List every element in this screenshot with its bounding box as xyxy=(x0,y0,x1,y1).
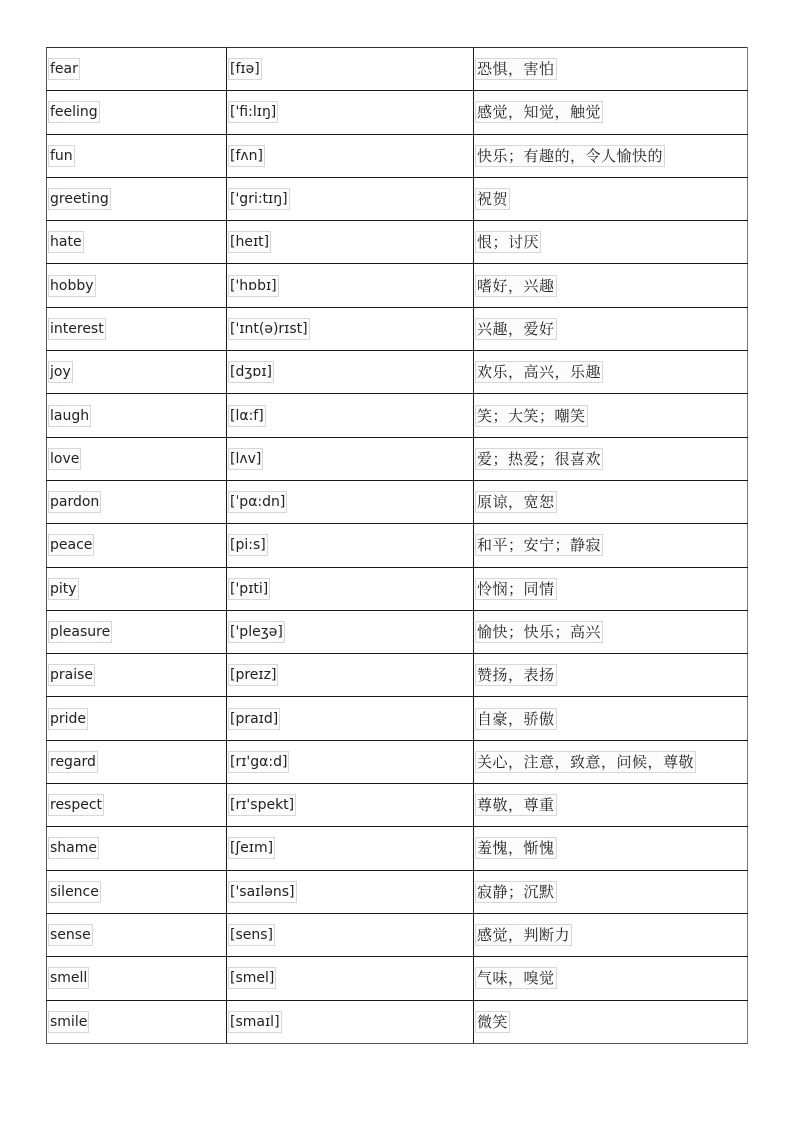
word-text: smell xyxy=(48,967,89,989)
phonetic-cell xyxy=(227,221,474,264)
phonetic-cell xyxy=(227,524,474,567)
word-cell xyxy=(47,221,227,264)
word-text: peace xyxy=(48,534,94,556)
phonetic-cell xyxy=(227,134,474,177)
meaning-text: 兴趣，爱好 xyxy=(477,319,555,338)
meaning-cell xyxy=(474,394,748,437)
word-text: fear xyxy=(48,58,80,80)
phonetic-text: [fʌn] xyxy=(228,145,265,167)
word-cell xyxy=(47,784,227,827)
phonetic-text: [heɪt] xyxy=(228,231,271,253)
table-row xyxy=(47,610,748,653)
meaning-text: 寂静；沉默 xyxy=(477,882,555,901)
word-cell xyxy=(47,91,227,134)
meaning-text: 原谅，宽恕 xyxy=(477,493,555,512)
table-row xyxy=(47,697,748,740)
word-cell xyxy=(47,524,227,567)
meaning-cell xyxy=(474,437,748,480)
meaning-cell xyxy=(474,740,748,783)
vocabulary-table xyxy=(46,47,748,1044)
meaning-cell xyxy=(474,784,748,827)
word-cell xyxy=(47,351,227,394)
word-cell xyxy=(47,654,227,697)
phonetic-text: [lα:f] xyxy=(228,405,266,427)
meaning-text: 怜悯；同情 xyxy=(477,579,555,598)
phonetic-cell xyxy=(227,740,474,783)
meaning-cell xyxy=(474,870,748,913)
table-row xyxy=(47,654,748,697)
word-text: respect xyxy=(48,794,104,816)
word-text: joy xyxy=(48,361,73,383)
meaning-text: 微笑 xyxy=(477,1012,509,1031)
word-text: pardon xyxy=(48,491,101,513)
phonetic-cell xyxy=(227,827,474,870)
meaning-cell xyxy=(474,48,748,91)
table-row xyxy=(47,827,748,870)
word-cell xyxy=(47,177,227,220)
meaning-text: 恐惧，害怕 xyxy=(477,60,555,79)
phonetic-cell xyxy=(227,784,474,827)
table-row xyxy=(47,870,748,913)
word-cell xyxy=(47,610,227,653)
meaning-text: 和平；安宁；静寂 xyxy=(477,536,602,555)
word-cell xyxy=(47,394,227,437)
meaning-text: 感觉，知觉，触觉 xyxy=(477,103,602,122)
vocabulary-table-body xyxy=(47,48,748,1044)
table-row xyxy=(47,957,748,1000)
meaning-text: 笑；大笑；嘲笑 xyxy=(477,406,586,425)
phonetic-text: [smaɪl] xyxy=(228,1011,282,1033)
table-row xyxy=(47,177,748,220)
meaning-text: 爱；热爱；很喜欢 xyxy=(477,449,602,468)
word-cell xyxy=(47,740,227,783)
table-row xyxy=(47,351,748,394)
table-row xyxy=(47,91,748,134)
phonetic-cell xyxy=(227,697,474,740)
meaning-text: 赞扬，表扬 xyxy=(477,666,555,685)
word-cell xyxy=(47,134,227,177)
word-cell xyxy=(47,307,227,350)
phonetic-text: [rɪ'gα:d] xyxy=(228,751,289,773)
phonetic-cell xyxy=(227,394,474,437)
word-text: hobby xyxy=(48,275,96,297)
word-text: praise xyxy=(48,664,95,686)
word-cell xyxy=(47,1000,227,1043)
word-cell xyxy=(47,957,227,1000)
phonetic-text: ['pleʒə] xyxy=(228,621,285,643)
table-row xyxy=(47,134,748,177)
meaning-cell xyxy=(474,134,748,177)
word-text: sense xyxy=(48,924,93,946)
table-row xyxy=(47,221,748,264)
table-row xyxy=(47,567,748,610)
meaning-text: 愉快；快乐；高兴 xyxy=(477,623,602,641)
phonetic-cell xyxy=(227,567,474,610)
phonetic-text: ['gri:tɪŋ] xyxy=(228,188,290,210)
word-cell xyxy=(47,48,227,91)
meaning-cell xyxy=(474,221,748,264)
meaning-text: 感觉，判断力 xyxy=(477,926,571,945)
table-row xyxy=(47,913,748,956)
phonetic-text: [ˈpα:dn] xyxy=(228,491,287,513)
word-cell xyxy=(47,827,227,870)
table-row xyxy=(47,1000,748,1043)
meaning-cell xyxy=(474,913,748,956)
phonetic-cell xyxy=(227,870,474,913)
meaning-cell xyxy=(474,957,748,1000)
meaning-text: 嗜好，兴趣 xyxy=(477,276,555,295)
meaning-text: 羞愧，惭愧 xyxy=(477,839,555,858)
table-row xyxy=(47,394,748,437)
meaning-cell xyxy=(474,827,748,870)
table-row xyxy=(47,48,748,91)
word-cell xyxy=(47,870,227,913)
word-text: pleasure xyxy=(48,621,112,643)
word-text: greeting xyxy=(48,188,111,210)
phonetic-cell xyxy=(227,437,474,480)
phonetic-text: [preɪz] xyxy=(228,664,278,686)
phonetic-text: [pi:s] xyxy=(228,534,268,556)
word-text: hate xyxy=(48,231,84,253)
meaning-cell xyxy=(474,264,748,307)
word-text: smile xyxy=(48,1011,89,1033)
phonetic-cell xyxy=(227,610,474,653)
meaning-text: 自豪，骄傲 xyxy=(477,709,555,728)
phonetic-text: [dʒɒɪ] xyxy=(228,361,274,383)
meaning-cell xyxy=(474,177,748,220)
phonetic-text: [sens] xyxy=(228,924,275,946)
meaning-text: 祝贺 xyxy=(477,190,509,209)
phonetic-text: ['ɪnt(ə)rɪst] xyxy=(228,318,310,340)
meaning-cell xyxy=(474,654,748,697)
phonetic-text: [praɪd] xyxy=(228,708,280,730)
phonetic-cell xyxy=(227,48,474,91)
word-cell xyxy=(47,567,227,610)
phonetic-cell xyxy=(227,177,474,220)
meaning-text: 关心，注意，致意，问候，尊敬 xyxy=(477,752,695,771)
table-row xyxy=(47,784,748,827)
phonetic-cell xyxy=(227,1000,474,1043)
meaning-text: 尊敬，尊重 xyxy=(477,796,555,815)
phonetic-text: [smel] xyxy=(228,967,276,989)
phonetic-text: ['saɪləns] xyxy=(228,881,297,903)
phonetic-text: [ʃeɪm] xyxy=(228,837,275,859)
phonetic-cell xyxy=(227,913,474,956)
word-text: pride xyxy=(48,708,88,730)
word-text: silence xyxy=(48,881,101,903)
meaning-text: 快乐；有趣的，令人愉快的 xyxy=(477,146,664,165)
phonetic-cell xyxy=(227,264,474,307)
word-cell xyxy=(47,264,227,307)
meaning-cell xyxy=(474,351,748,394)
phonetic-text: ['pɪti] xyxy=(228,578,270,600)
phonetic-text: ['fi:lɪŋ] xyxy=(228,101,278,123)
phonetic-cell xyxy=(227,91,474,134)
phonetic-cell xyxy=(227,957,474,1000)
word-text: shame xyxy=(48,837,99,859)
table-row xyxy=(47,307,748,350)
phonetic-text: [rɪ'spekt] xyxy=(228,794,296,816)
phonetic-text: [fɪə] xyxy=(228,58,262,80)
word-cell xyxy=(47,437,227,480)
word-text: fun xyxy=(48,145,75,167)
meaning-text: 恨；讨厌 xyxy=(477,233,540,252)
table-row xyxy=(47,740,748,783)
meaning-cell xyxy=(474,567,748,610)
phonetic-cell xyxy=(227,307,474,350)
meaning-cell xyxy=(474,91,748,134)
word-text: feeling xyxy=(48,101,100,123)
word-text: interest xyxy=(48,318,106,340)
word-cell xyxy=(47,913,227,956)
table-row xyxy=(47,437,748,480)
meaning-cell xyxy=(474,697,748,740)
table-row xyxy=(47,480,748,523)
meaning-cell xyxy=(474,480,748,523)
word-cell xyxy=(47,480,227,523)
meaning-cell xyxy=(474,307,748,350)
meaning-text: 欢乐，高兴，乐趣 xyxy=(477,363,602,382)
phonetic-text: ['hɒbɪ] xyxy=(228,275,279,297)
word-text: love xyxy=(48,448,81,470)
meaning-cell xyxy=(474,1000,748,1043)
table-row xyxy=(47,524,748,567)
meaning-text: 气味，嗅觉 xyxy=(477,969,555,988)
meaning-cell xyxy=(474,524,748,567)
phonetic-text: [lʌv] xyxy=(228,448,263,470)
phonetic-cell xyxy=(227,480,474,523)
word-text: laugh xyxy=(48,405,91,427)
table-row xyxy=(47,264,748,307)
phonetic-cell xyxy=(227,654,474,697)
meaning-cell xyxy=(474,610,748,653)
word-text: regard xyxy=(48,751,98,773)
word-cell xyxy=(47,697,227,740)
phonetic-cell xyxy=(227,351,474,394)
word-text: pity xyxy=(48,578,79,600)
